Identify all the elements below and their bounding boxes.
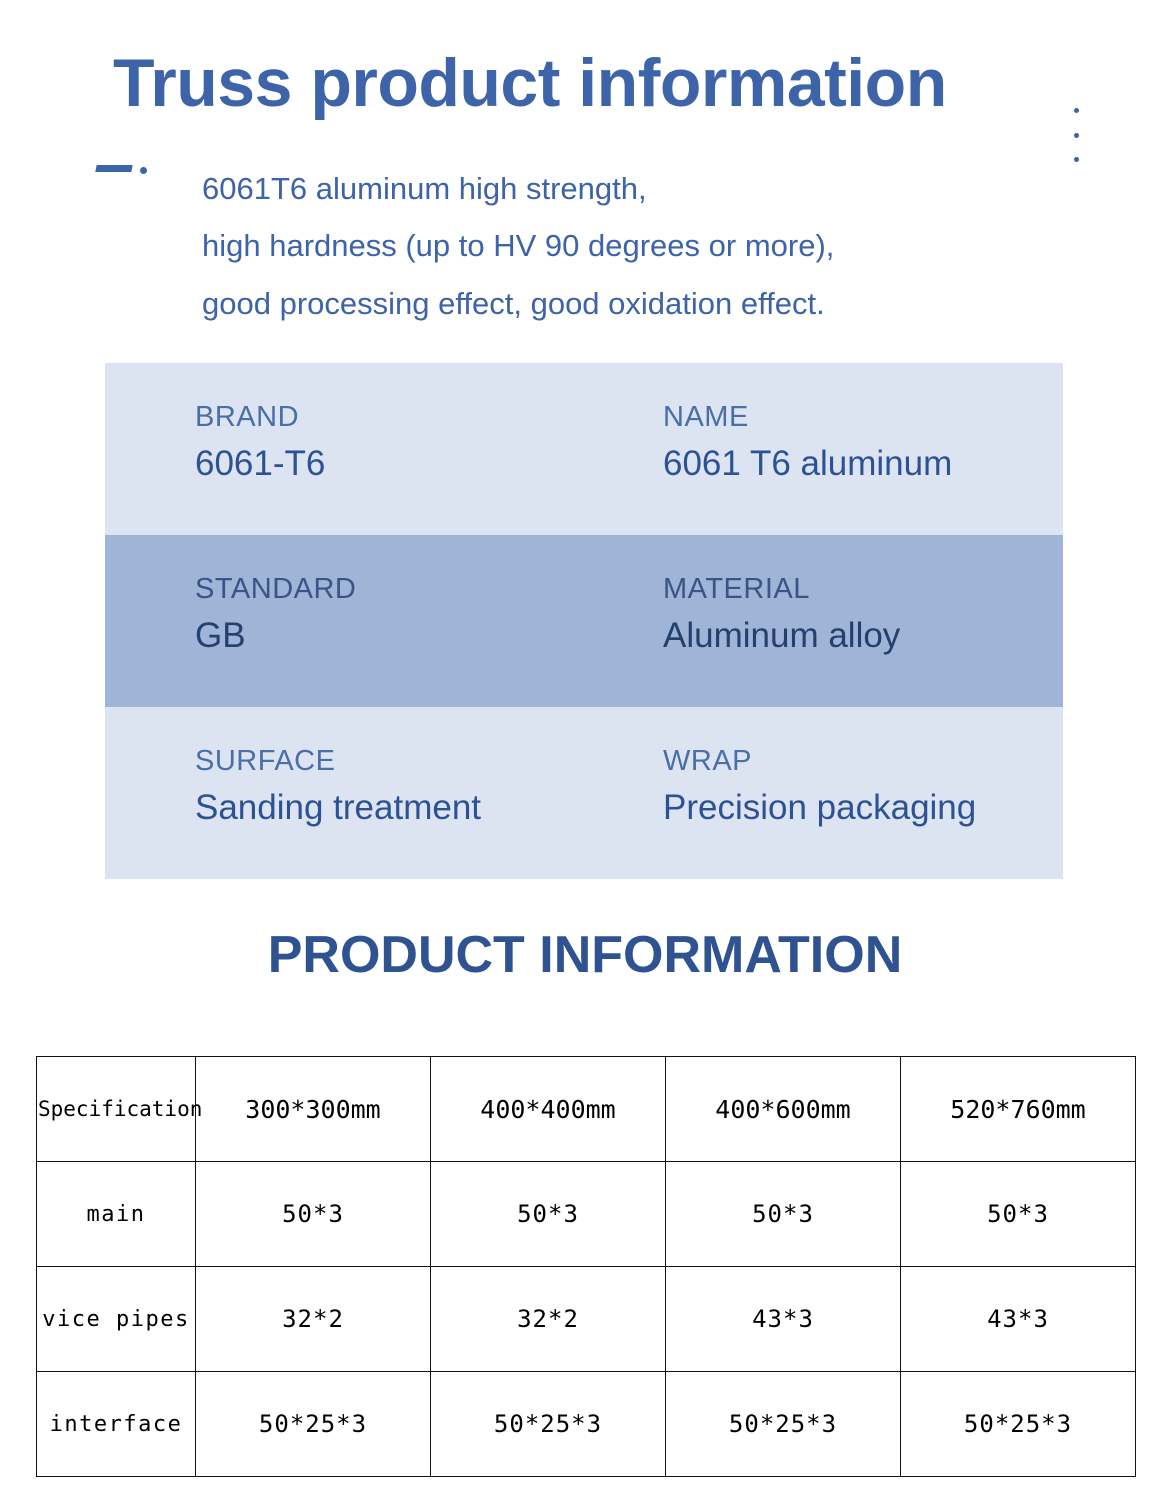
table-cell: 50*3 bbox=[666, 1162, 901, 1267]
spec-key: BRAND bbox=[195, 401, 300, 433]
spec-row-cells bbox=[105, 535, 1063, 707]
spec-row bbox=[105, 535, 1063, 707]
spec-cell-name bbox=[663, 401, 952, 484]
table-cell: 50*3 bbox=[901, 1162, 1136, 1267]
spec-key: WRAP bbox=[663, 745, 752, 777]
spec-value: 6061 T6 aluminum bbox=[663, 444, 953, 483]
table-row bbox=[37, 1162, 1136, 1267]
table-header-size-1: 300*300mm bbox=[196, 1057, 431, 1162]
spec-cell-standard bbox=[195, 573, 356, 656]
spec-cell-brand bbox=[195, 401, 325, 484]
table-cell: 50*25*3 bbox=[666, 1372, 901, 1477]
intro-paragraph bbox=[202, 160, 1082, 332]
product-information-table bbox=[36, 1056, 1136, 1477]
spec-row bbox=[105, 707, 1063, 879]
spec-row-cells bbox=[105, 363, 1063, 535]
table-cell: 50*3 bbox=[431, 1162, 666, 1267]
table-cell: 43*3 bbox=[666, 1267, 901, 1372]
spec-key: STANDARD bbox=[195, 573, 357, 605]
section-title: PRODUCT INFORMATION bbox=[267, 926, 903, 984]
spec-value: 6061-T6 bbox=[195, 444, 326, 483]
intro-line-2: high hardness (up to HV 90 degrees or more), bbox=[202, 228, 835, 264]
spec-value: Precision packaging bbox=[663, 788, 977, 827]
vertical-dots-decoration bbox=[1072, 108, 1080, 162]
row-label-main: main bbox=[37, 1162, 196, 1267]
spec-key: NAME bbox=[663, 401, 749, 433]
table-cell: 50*25*3 bbox=[196, 1372, 431, 1477]
intro-line-1: 6061T6 aluminum high strength, bbox=[202, 171, 647, 206]
table-row bbox=[37, 1267, 1136, 1372]
dash-bar bbox=[95, 165, 132, 172]
table-header-specification: Specification bbox=[37, 1057, 196, 1162]
table-cell: 32*2 bbox=[431, 1267, 666, 1372]
page-title: Truss product information bbox=[113, 45, 947, 121]
table-header-size-4: 520*760mm bbox=[901, 1057, 1136, 1162]
spec-panel bbox=[105, 363, 1063, 879]
spec-key: MATERIAL bbox=[663, 573, 810, 605]
row-label-interface: interface bbox=[37, 1372, 196, 1477]
table-header-row bbox=[37, 1057, 1136, 1162]
spec-cell-material bbox=[663, 573, 900, 656]
dot-decoration bbox=[1074, 108, 1079, 113]
table-cell: 50*25*3 bbox=[901, 1372, 1136, 1477]
table-row bbox=[37, 1372, 1136, 1477]
table-header-size-2: 400*400mm bbox=[431, 1057, 666, 1162]
table-cell: 32*2 bbox=[196, 1267, 431, 1372]
dot-decoration bbox=[1074, 133, 1079, 138]
spec-cell-surface bbox=[195, 745, 481, 828]
dash-bullet-icon bbox=[96, 155, 156, 185]
intro-line-3: good processing effect, good oxidation effect. bbox=[202, 285, 825, 321]
spec-key: SURFACE bbox=[195, 745, 336, 777]
spec-value: Sanding treatment bbox=[195, 788, 482, 827]
table-cell: 43*3 bbox=[901, 1267, 1136, 1372]
spec-value: Aluminum alloy bbox=[663, 616, 901, 655]
dash-dot bbox=[140, 167, 147, 174]
spec-row bbox=[105, 363, 1063, 535]
table-cell: 50*3 bbox=[196, 1162, 431, 1267]
row-label-vice-pipes: vice pipes bbox=[37, 1267, 196, 1372]
spec-row-cells bbox=[105, 707, 1063, 879]
table-header-size-3: 400*600mm bbox=[666, 1057, 901, 1162]
spec-cell-wrap bbox=[663, 745, 976, 828]
spec-value: GB bbox=[195, 616, 246, 655]
table-cell: 50*25*3 bbox=[431, 1372, 666, 1477]
